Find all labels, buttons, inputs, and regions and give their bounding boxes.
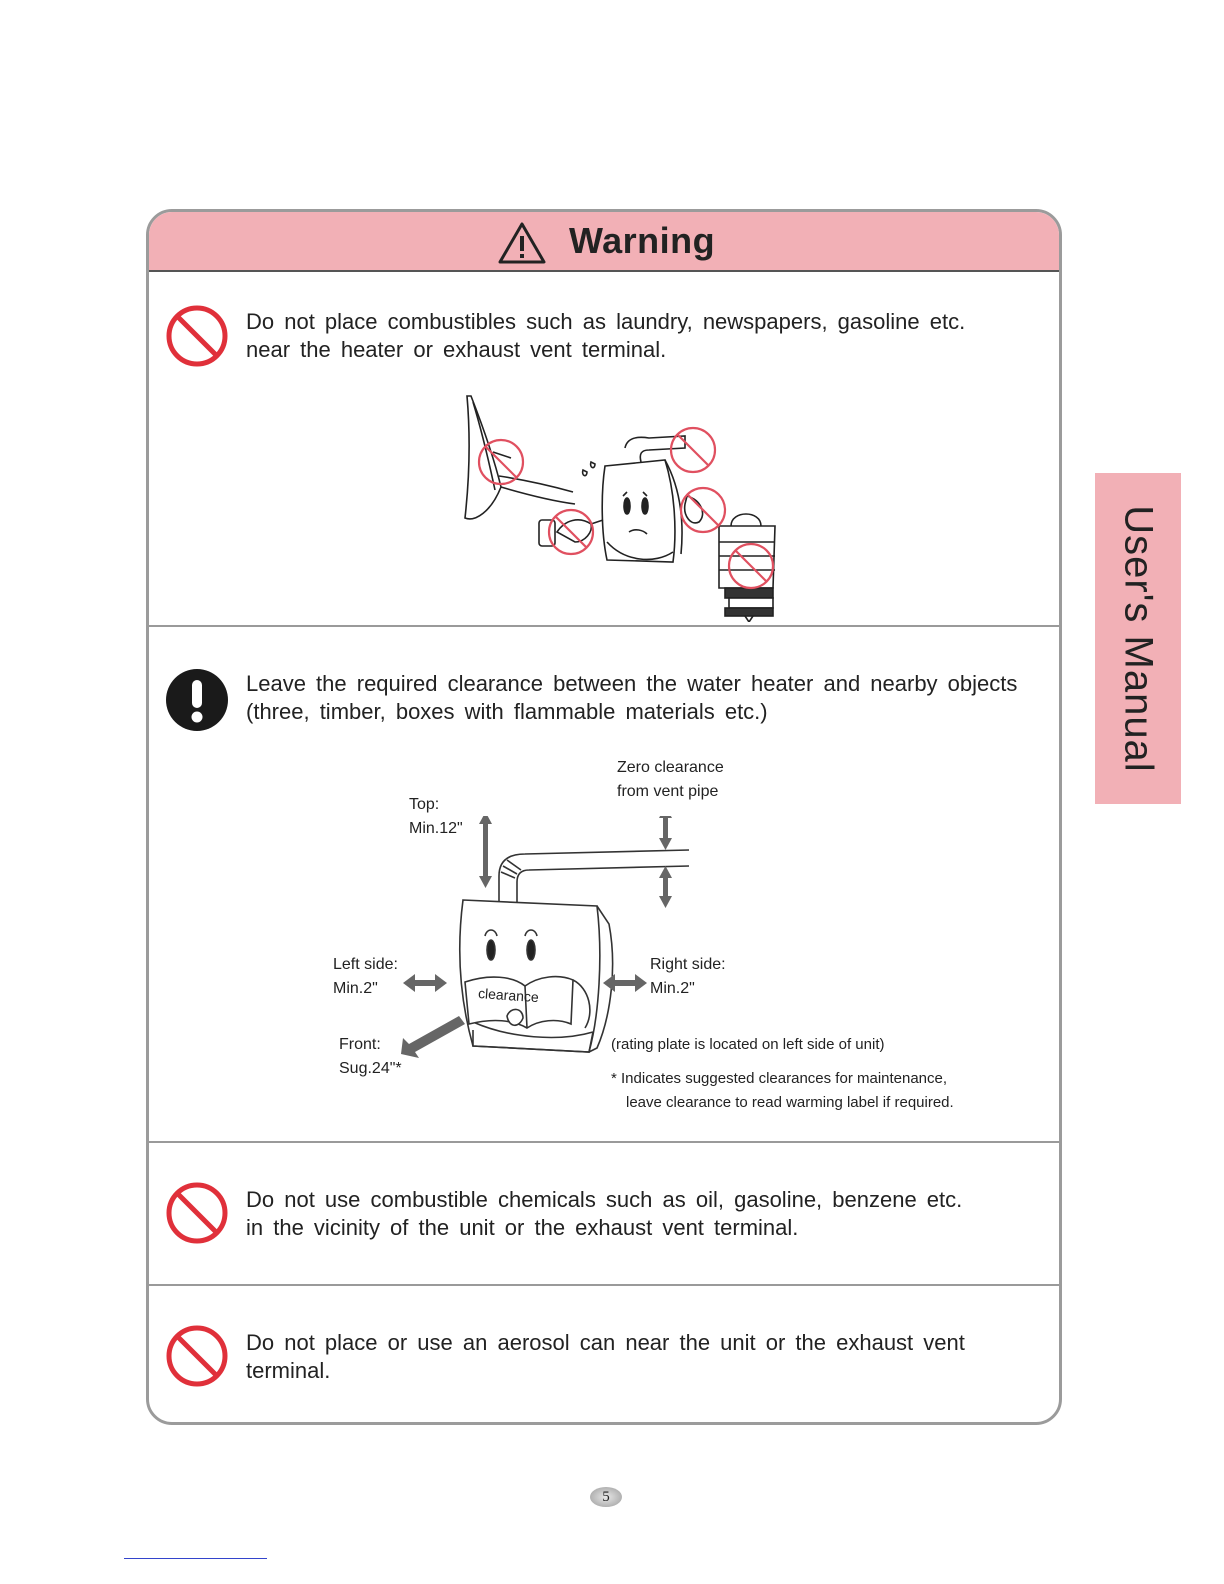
section-3-text: Do not use combustible chemicals such as oil, gasoline, benzene etc. in the vicinity of the unit or the exhaust vent terminal. <box>246 1187 963 1240</box>
combustibles-illustration <box>455 392 785 622</box>
panel-title: Warning <box>569 220 716 261</box>
panel-header <box>149 212 1059 272</box>
side-tab-label: User's Manual <box>1116 504 1161 773</box>
warning-triangle-icon <box>497 221 547 265</box>
prohibited-icon <box>165 1324 229 1388</box>
rating-plate-note: (rating plate is located on left side of unit) <box>611 1036 885 1053</box>
warning-panel <box>146 209 1062 1425</box>
top-clearance-label: Top: Min.12" <box>409 796 463 837</box>
footer-line <box>124 1558 267 1559</box>
right-clearance-label: Right side: Min.2" <box>650 956 726 997</box>
section-2-text: Leave the required clearance between the water heater and nearby objects (three, timber, boxes with flammable materials etc.) <box>246 671 1018 724</box>
maintenance-footnote: * Indicates suggested clearances for maintenance, leave clearance to read warming label if required. <box>611 1070 954 1111</box>
section-1-text: Do not place combustibles such as laundry, newspapers, gasoline etc. near the heater or exhaust vent terminal. <box>246 309 966 362</box>
side-tab <box>1095 473 1181 804</box>
page-number: 5 <box>590 1487 622 1507</box>
left-clearance-label: Left side: Min.2" <box>333 956 398 997</box>
left-clearance-arrow <box>403 972 447 994</box>
section-4-text: Do not place or use an aerosol can near the unit or the exhaust vent terminal. <box>246 1330 965 1383</box>
front-clearance-arrow <box>397 1014 469 1058</box>
zero-clearance-label: Zero clearance from vent pipe <box>617 759 724 800</box>
section-divider <box>149 1141 1059 1143</box>
section-divider <box>149 1284 1059 1286</box>
prohibited-icon <box>165 304 229 368</box>
exclamation-icon <box>165 668 229 732</box>
front-clearance-label: Front: Sug.24"* <box>339 1036 402 1077</box>
prohibited-icon <box>165 1181 229 1245</box>
book-label: clearance <box>477 984 540 1006</box>
section-divider <box>149 625 1059 627</box>
right-clearance-arrow <box>603 972 647 994</box>
